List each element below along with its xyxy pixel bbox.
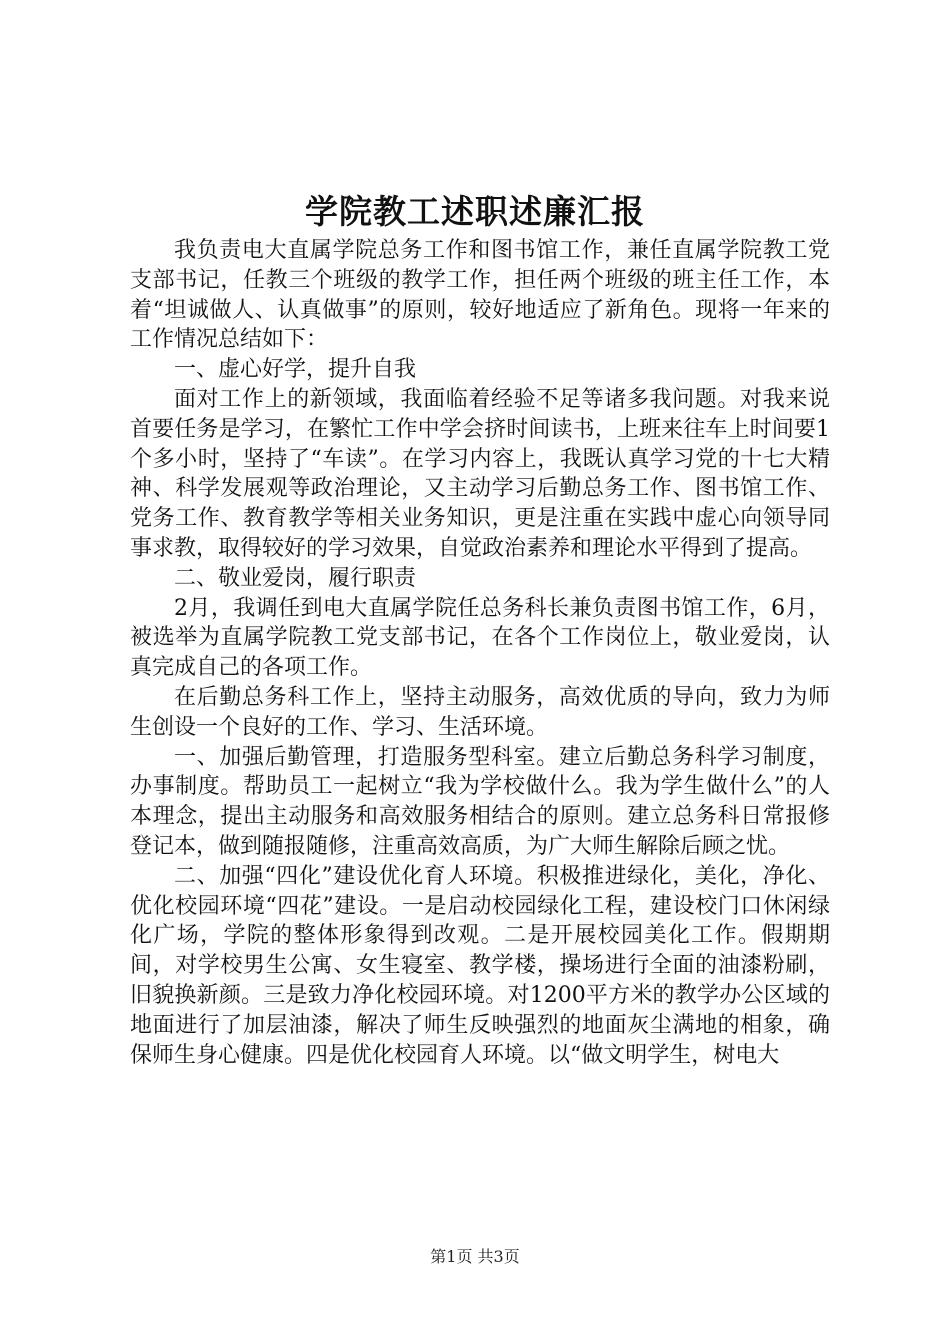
document-title: 学院教工述职述廉汇报 (305, 192, 645, 231)
paragraph-intro: 我负责电大直属学院总务工作和图书馆工作，兼任直属学院教工党支部书记，任教三个班级的教学工作，担任两个班级的班主任工作，本着“坦诚做人、认真做事”的原则，较好地适应了新角色。现将一年来的工作情况总结如下： (130, 238, 830, 353)
page-number-footer: 第1页 共3页 (430, 1247, 520, 1266)
paragraph-logistics: 在后勤总务科工作上，坚持主动服务，高效优质的导向，致力为师生创设一个良好的工作、学习、生活环境。 (130, 684, 830, 740)
section-heading-2: 二、敬业爱岗，履行职责 (174, 565, 417, 591)
paragraph-management: 一、加强后勤管理，打造服务型科室。建立后勤总务科学习制度，办事制度。帮助员工一起树立“我为学校做什么。我为学生做什么”的人本理念，提出主动服务和高效服务相结合的原则。建立总务科日常报修登记本，做到随报随修，注重高效高质，为广大师生解除后顾之忧。 (130, 744, 830, 859)
paragraph-environment: 二、加强“四化”建设优化育人环境。积极推进绿化，美化，净化、优化校园环境“四花”建设。一是启动校园绿化工程，建设校门口休闲绿化广场，学院的整体形象得到改观。二是开展校园美化工作。假期期间，对学校男生公寓、女生寝室、教学楼，操场进行全面的油漆粉刷，旧貌换新颜。三是致力净化校园环境。对1200平方米的教学办公区域的地面进行了加层油漆，解决了师生反映强烈的地面灰尘满地的相象，确保师生身心健康。四是优化校园育人环境。以“做文明学生，树电大 (130, 863, 830, 1068)
paragraph-appointment: 2月，我调任到电大直属学院任总务科长兼负责图书馆工作，6月，被选举为直属学院教工党支部书记，在各个工作岗位上，敬业爱岗，认真完成自己的各项工作。 (130, 595, 830, 681)
paragraph-study: 面对工作上的新领域，我面临着经验不足等诸多我问题。对我来说首要任务是学习，在繁忙工作中学会挤时间读书，上班来往车上时间要1个多小时，坚持了“车读”。在学习内容上，我既认真学习党的十七大精神、科学发展观等政治理论，又主动学习后勤总务工作、图书馆工作、党务工作、教育教学等相关业务知识，更是注重在实践中虚心向领导同事求教，取得较好的学习效果，自觉政治素养和理论水平得到了提高。 (130, 386, 830, 561)
section-heading-1: 一、虚心好学，提升自我 (174, 357, 417, 383)
document-body (130, 236, 830, 1070)
